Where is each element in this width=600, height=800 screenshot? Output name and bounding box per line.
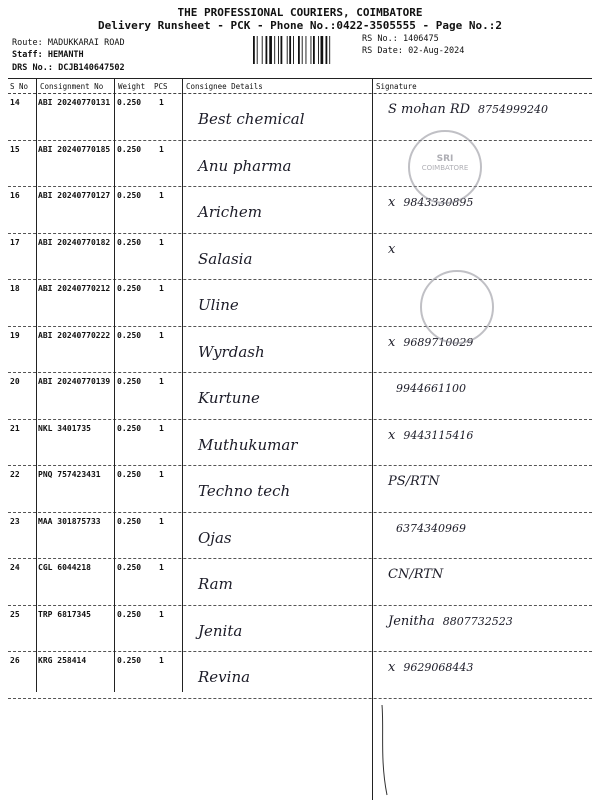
- cell-signature: [388, 102, 588, 117]
- cell-pcs: 1: [159, 144, 164, 154]
- signature-phone: 9843330895: [403, 196, 474, 209]
- cell-sno: 23: [10, 516, 20, 526]
- cell-weight: 0.250: [117, 516, 142, 526]
- pen-scribble: [362, 700, 522, 800]
- barcode: [253, 36, 355, 64]
- cell-signature: [388, 614, 588, 629]
- staff-label: Staff:: [12, 50, 43, 60]
- cell-pcs: 1: [159, 377, 164, 386]
- cell-consignment: ABI 20240770127: [38, 191, 111, 200]
- cell-consignee: Salasia: [198, 249, 253, 268]
- signature-mark: x: [388, 241, 396, 257]
- cell-pcs: 1: [159, 191, 164, 200]
- cell-consignee: Revina: [198, 668, 251, 686]
- cell-pcs: 1: [159, 284, 164, 293]
- cell-pcs: 1: [159, 563, 164, 572]
- col-consignee: Consignee Details: [186, 82, 263, 91]
- cell-consignment: MAA 301875733: [38, 516, 101, 526]
- cell-weight: 0.250: [117, 377, 142, 386]
- signature-mark: x: [388, 334, 396, 350]
- rs-date-value: 02-Aug-2024: [408, 46, 465, 56]
- table-row: [8, 420, 592, 467]
- cell-consignee: Arichem: [198, 203, 262, 221]
- cell-weight: 0.250: [117, 98, 142, 107]
- cell-consignee: Best chemical: [198, 110, 305, 128]
- signature-phone: 8807732523: [442, 614, 513, 628]
- cell-sno: 16: [10, 191, 20, 200]
- column-divider: [182, 78, 183, 692]
- signature-mark: x: [388, 427, 396, 443]
- signature-phone: 9944661100: [396, 382, 466, 395]
- signature-mark: x: [388, 195, 396, 210]
- table-header: [8, 78, 592, 94]
- signature-phone: 8754999240: [478, 103, 549, 116]
- signature-phone: 9443115416: [403, 428, 474, 442]
- cell-consignment: ABI 20240770222: [38, 330, 111, 340]
- table-row: [8, 606, 592, 653]
- cell-signature: [388, 567, 588, 582]
- cell-consignment: CGL 6044218: [38, 563, 91, 572]
- page-title: THE PROFESSIONAL COURIERS, COIMBATORE: [177, 6, 423, 19]
- signature-phone: 6374340969: [396, 521, 466, 535]
- cell-weight: 0.250: [117, 470, 142, 479]
- route-line: [12, 38, 125, 48]
- cell-signature: [388, 474, 588, 489]
- cell-signature: [388, 428, 588, 443]
- rs-no-label: RS No.:: [362, 34, 398, 44]
- cell-consignee: Anu pharma: [198, 156, 292, 175]
- table-row: [8, 234, 592, 281]
- table-row: [8, 373, 592, 420]
- signature-phone: 9689710029: [403, 335, 474, 349]
- cell-sno: 25: [10, 609, 20, 619]
- route-value: MADUKKARAI ROAD: [47, 38, 125, 48]
- cell-weight: 0.250: [117, 284, 142, 293]
- rs-date-line: [362, 46, 464, 56]
- cell-consignment: ABI 20240770131: [38, 98, 111, 107]
- cell-pcs: 1: [159, 423, 164, 433]
- rs-date-label: RS Date:: [362, 46, 403, 56]
- cell-pcs: 1: [159, 98, 164, 107]
- table-row: [8, 141, 592, 188]
- column-divider: [114, 78, 115, 692]
- signature-mark: Jenitha: [388, 613, 435, 629]
- rs-no-value: 1406475: [402, 34, 439, 44]
- signature-phone: 9629068443: [403, 661, 474, 674]
- table-row: [8, 94, 592, 141]
- table-row: [8, 327, 592, 374]
- table-row: [8, 513, 592, 560]
- cell-consignment: ABI 20240770139: [38, 377, 111, 386]
- company-stamp-faded: [420, 270, 494, 344]
- route-label: Route:: [12, 38, 43, 48]
- cell-weight: 0.250: [117, 423, 142, 433]
- cell-weight: 0.250: [117, 144, 142, 154]
- cell-signature: [388, 521, 588, 536]
- page-subtitle: Delivery Runsheet - PCK - Phone No.:0422-3505555 - Page No.:2: [98, 19, 502, 32]
- cell-signature: [388, 381, 588, 396]
- signature-mark: CN/RTN: [388, 567, 444, 582]
- col-weight: Weight: [118, 82, 146, 91]
- drs-label: DRS No.:: [12, 63, 53, 73]
- table-body: [8, 94, 592, 699]
- col-signature: Signature: [376, 82, 417, 91]
- cell-sno: 20: [10, 377, 20, 386]
- cell-sno: 14: [10, 98, 20, 107]
- drs-line: [12, 63, 125, 73]
- column-divider: [372, 78, 373, 800]
- cell-consignment: KRG 258414: [38, 656, 87, 665]
- cell-sno: 19: [10, 330, 20, 340]
- table-row: [8, 466, 592, 513]
- cell-consignee: Muthukumar: [198, 435, 298, 454]
- cell-weight: 0.250: [117, 191, 142, 200]
- cell-consignee: Wyrdash: [198, 342, 265, 361]
- cell-signature: [388, 195, 588, 210]
- cell-consignment: NKL 3401735: [38, 423, 91, 433]
- cell-sno: 17: [10, 237, 20, 247]
- cell-pcs: 1: [159, 656, 164, 665]
- cell-consignee: Jenita: [198, 621, 243, 640]
- signature-mark: PS/RTN: [388, 474, 440, 489]
- signature-mark: x: [388, 660, 396, 675]
- cell-consignee: Ram: [198, 575, 233, 593]
- cell-sno: 26: [10, 656, 20, 665]
- col-consignment: Consignment No: [40, 82, 104, 91]
- column-divider: [36, 78, 37, 692]
- cell-pcs: 1: [159, 330, 164, 340]
- cell-sno: 24: [10, 563, 20, 572]
- cell-consignee: Ojas: [198, 528, 232, 547]
- cell-consignee: Uline: [198, 296, 239, 314]
- cell-weight: 0.250: [117, 609, 142, 619]
- cell-signature: [388, 335, 588, 350]
- cell-consignment: ABI 20240770185: [38, 144, 111, 154]
- runsheet-table: [8, 78, 592, 699]
- table-row: [8, 187, 592, 234]
- rs-no-line: [362, 34, 439, 44]
- cell-sno: 15: [10, 144, 20, 154]
- cell-consignment: ABI 20240770182: [38, 237, 111, 247]
- cell-pcs: 1: [159, 470, 164, 479]
- company-stamp: SRI COIMBATORE: [408, 130, 482, 204]
- cell-weight: 0.250: [117, 563, 142, 572]
- table-row: [8, 652, 592, 699]
- cell-sno: 21: [10, 423, 20, 433]
- cell-pcs: 1: [159, 609, 164, 619]
- cell-consignment: ABI 20240770212: [38, 284, 111, 293]
- cell-sno: 22: [10, 470, 20, 479]
- drs-value: DCJB140647502: [58, 63, 125, 73]
- cell-weight: 0.250: [117, 330, 142, 340]
- cell-consignee: Techno tech: [198, 482, 291, 500]
- cell-weight: 0.250: [117, 237, 142, 247]
- cell-signature: [388, 660, 588, 675]
- cell-consignee: Kurtune: [198, 389, 260, 407]
- col-sno: S No: [10, 82, 29, 91]
- cell-signature: [388, 242, 588, 257]
- cell-weight: 0.250: [117, 656, 142, 665]
- cell-consignment: TRP 6817345: [38, 609, 91, 619]
- cell-pcs: 1: [159, 237, 164, 247]
- staff-value: HEMANTH: [47, 50, 84, 60]
- signature-mark: S mohan RD: [388, 102, 471, 117]
- staff-line: [12, 50, 84, 60]
- cell-pcs: 1: [159, 516, 164, 526]
- table-row: [8, 559, 592, 606]
- cell-consignment: PNQ 757423431: [38, 470, 101, 479]
- cell-sno: 18: [10, 284, 20, 293]
- col-pcs: PCS: [154, 82, 168, 91]
- table-row: [8, 280, 592, 327]
